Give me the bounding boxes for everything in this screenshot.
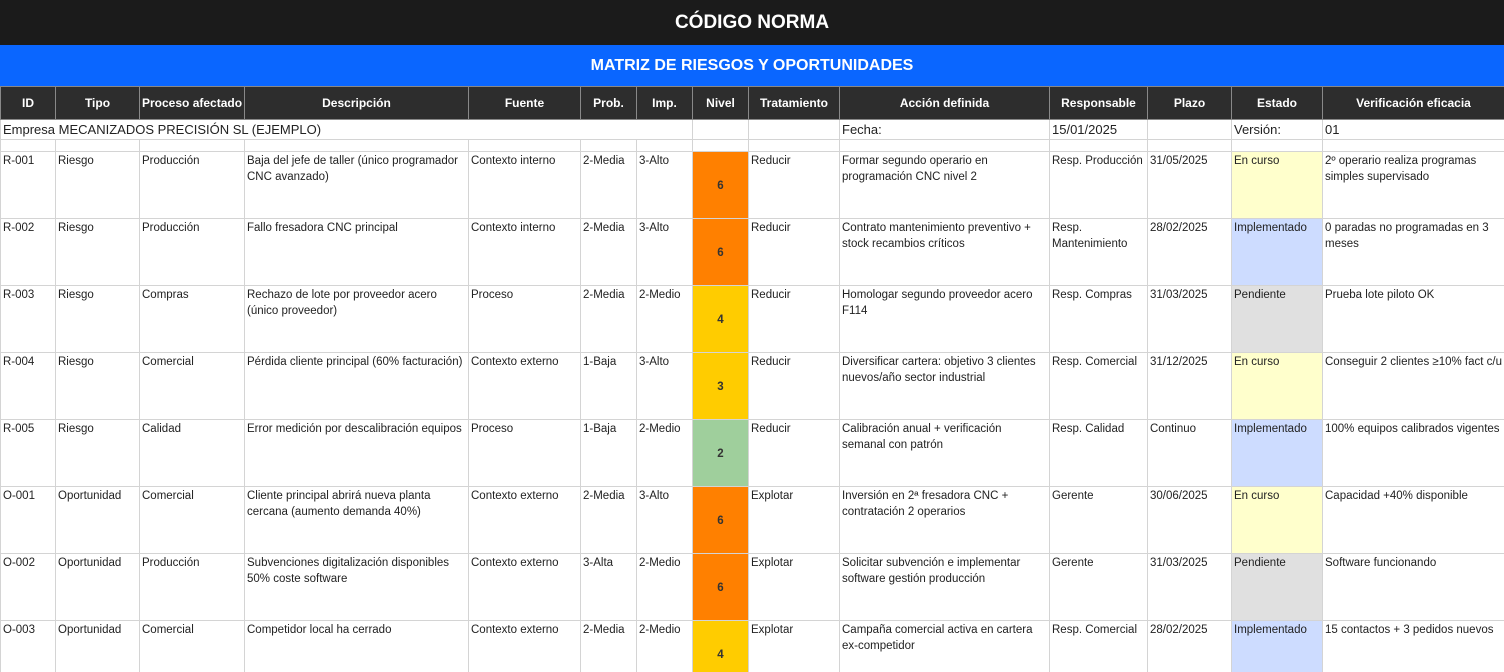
cell-nivel[interactable]: 6 (693, 487, 749, 554)
cell-id[interactable]: O-002 (1, 554, 56, 621)
cell-responsable[interactable]: Resp. Compras (1050, 286, 1148, 353)
column-header-accion[interactable]: Acción definida (840, 87, 1050, 120)
cell-id[interactable]: R-004 (1, 353, 56, 420)
cell-descripcion[interactable]: Competidor local ha cerrado (245, 621, 469, 672)
cell-descripcion[interactable]: Subvenciones digitalización disponibles 50% coste software (245, 554, 469, 621)
cell-imp[interactable]: 3-Alto (637, 487, 693, 554)
cell-id[interactable]: R-005 (1, 420, 56, 487)
cell-nivel[interactable]: 6 (693, 152, 749, 219)
cell-id[interactable]: O-001 (1, 487, 56, 554)
column-header-tipo[interactable]: Tipo (56, 87, 140, 120)
table-row (1, 621, 1504, 672)
info-row (1, 120, 1504, 140)
cell-imp[interactable]: 2-Medio (637, 286, 693, 353)
cell-fuente[interactable]: Contexto externo (469, 487, 581, 554)
fecha-label: Fecha: (840, 120, 1050, 140)
cell-id[interactable]: O-003 (1, 621, 56, 672)
cell-fuente[interactable]: Proceso (469, 420, 581, 487)
cell-fuente[interactable]: Contexto externo (469, 353, 581, 420)
cell-imp[interactable]: 2-Medio (637, 554, 693, 621)
cell-proceso[interactable]: Producción (140, 152, 245, 219)
table-row (1, 487, 1504, 554)
cell-prob[interactable]: 2-Media (581, 487, 637, 554)
cell-proceso[interactable]: Compras (140, 286, 245, 353)
cell-proceso[interactable]: Comercial (140, 353, 245, 420)
cell-imp[interactable]: 3-Alto (637, 219, 693, 286)
cell-prob[interactable]: 3-Alta (581, 554, 637, 621)
cell-tipo[interactable]: Riesgo (56, 420, 140, 487)
column-header-id[interactable]: ID (1, 87, 56, 120)
cell-responsable[interactable]: Resp. Producción (1050, 152, 1148, 219)
cell-plazo[interactable]: 31/03/2025 (1148, 554, 1232, 621)
cell-plazo[interactable]: 28/02/2025 (1148, 621, 1232, 672)
cell-nivel[interactable]: 4 (693, 621, 749, 672)
column-header-verificacion[interactable]: Verificación eficacia (1323, 87, 1504, 120)
cell-tratamiento[interactable]: Reducir (749, 420, 840, 487)
cell-descripcion[interactable]: Baja del jefe de taller (único programador CNC avanzado) (245, 152, 469, 219)
cell-prob[interactable]: 1-Baja (581, 353, 637, 420)
cell-nivel[interactable]: 6 (693, 219, 749, 286)
empty-cell[interactable] (749, 120, 840, 140)
cell-tratamiento[interactable]: Reducir (749, 353, 840, 420)
table-row (1, 286, 1504, 353)
cell-accion[interactable]: Inversión en 2ª fresadora CNC + contratación 2 operarios (840, 487, 1050, 554)
cell-id[interactable]: R-002 (1, 219, 56, 286)
cell-descripcion[interactable]: Rechazo de lote por proveedor acero (único proveedor) (245, 286, 469, 353)
column-header-proceso[interactable]: Proceso afectado (140, 87, 245, 120)
table-row (1, 219, 1504, 286)
version-value[interactable]: 01 (1323, 120, 1504, 140)
cell-plazo[interactable]: 30/06/2025 (1148, 487, 1232, 554)
cell-fuente[interactable]: Contexto interno (469, 152, 581, 219)
cell-prob[interactable]: 2-Media (581, 621, 637, 672)
blank-row (1, 140, 1504, 152)
cell-imp[interactable]: 3-Alto (637, 152, 693, 219)
cell-verificacion[interactable]: 100% equipos calibrados vigentes (1323, 420, 1504, 487)
cell-tipo[interactable]: Oportunidad (56, 554, 140, 621)
column-header-estado[interactable]: Estado (1232, 87, 1323, 120)
cell-estado[interactable]: En curso (1232, 152, 1323, 219)
cell-plazo[interactable]: 31/12/2025 (1148, 353, 1232, 420)
cell-tratamiento[interactable]: Explotar (749, 487, 840, 554)
cell-proceso[interactable]: Comercial (140, 621, 245, 672)
cell-responsable[interactable]: Resp. Comercial (1050, 621, 1148, 672)
cell-nivel[interactable]: 2 (693, 420, 749, 487)
cell-fuente[interactable]: Contexto interno (469, 219, 581, 286)
cell-tratamiento[interactable]: Reducir (749, 152, 840, 219)
cell-responsable[interactable]: Gerente (1050, 487, 1148, 554)
cell-prob[interactable]: 2-Media (581, 152, 637, 219)
cell-id[interactable]: R-001 (1, 152, 56, 219)
cell-prob[interactable]: 2-Media (581, 219, 637, 286)
cell-estado[interactable]: En curso (1232, 353, 1323, 420)
cell-fuente[interactable]: Contexto externo (469, 621, 581, 672)
cell-verificacion[interactable]: Capacidad +40% disponible (1323, 487, 1504, 554)
cell-accion[interactable]: Calibración anual + verificación semanal con patrón (840, 420, 1050, 487)
table-row (1, 353, 1504, 420)
sheet-subtitle: MATRIZ DE RIESGOS Y OPORTUNIDADES (0, 45, 1504, 86)
empty-cell[interactable] (693, 120, 749, 140)
cell-estado[interactable]: Pendiente (1232, 554, 1323, 621)
cell-tratamiento[interactable]: Reducir (749, 286, 840, 353)
cell-verificacion[interactable]: Software funcionando (1323, 554, 1504, 621)
cell-estado[interactable]: Implementado (1232, 621, 1323, 672)
cell-estado[interactable]: Implementado (1232, 219, 1323, 286)
cell-accion[interactable]: Contrato mantenimiento preventivo + stock recambios críticos (840, 219, 1050, 286)
cell-accion[interactable]: Diversificar cartera: objetivo 3 clientes nuevos/año sector industrial (840, 353, 1050, 420)
table-body (1, 152, 1504, 672)
empresa-label: Empresa (3, 122, 56, 137)
cell-verificacion[interactable]: 0 paradas no programadas en 3 meses (1323, 219, 1504, 286)
cell-plazo[interactable]: Continuo (1148, 420, 1232, 487)
cell-prob[interactable]: 1-Baja (581, 420, 637, 487)
cell-proceso[interactable]: Producción (140, 219, 245, 286)
cell-plazo[interactable]: 28/02/2025 (1148, 219, 1232, 286)
cell-estado[interactable]: Implementado (1232, 420, 1323, 487)
column-header-fuente[interactable]: Fuente (469, 87, 581, 120)
table-row (1, 554, 1504, 621)
cell-prob[interactable]: 2-Media (581, 286, 637, 353)
cell-plazo[interactable]: 31/05/2025 (1148, 152, 1232, 219)
cell-imp[interactable]: 2-Medio (637, 621, 693, 672)
cell-responsable[interactable]: Resp. Comercial (1050, 353, 1148, 420)
cell-nivel[interactable]: 6 (693, 554, 749, 621)
cell-nivel[interactable]: 4 (693, 286, 749, 353)
column-header-descripcion[interactable]: Descripción (245, 87, 469, 120)
cell-descripcion[interactable]: Fallo fresadora CNC principal (245, 219, 469, 286)
empresa-value: MECANIZADOS PRECISIÓN SL (EJEMPLO) (58, 122, 322, 137)
cell-descripcion[interactable]: Error medición por descalibración equipos (245, 420, 469, 487)
header-row (1, 87, 1504, 120)
column-header-tratamiento[interactable]: Tratamiento (749, 87, 840, 120)
table-row (1, 420, 1504, 487)
version-label: Versión: (1232, 120, 1323, 140)
cell-tipo[interactable]: Riesgo (56, 286, 140, 353)
empresa-cell[interactable] (1, 120, 693, 140)
cell-imp[interactable]: 2-Medio (637, 420, 693, 487)
column-header-plazo[interactable]: Plazo (1148, 87, 1232, 120)
cell-estado[interactable]: En curso (1232, 487, 1323, 554)
cell-tipo[interactable]: Oportunidad (56, 487, 140, 554)
cell-descripcion[interactable]: Cliente principal abrirá nueva planta cercana (aumento demanda 40%) (245, 487, 469, 554)
cell-responsable[interactable]: Gerente (1050, 554, 1148, 621)
cell-responsable[interactable]: Resp. Calidad (1050, 420, 1148, 487)
cell-accion[interactable]: Formar segundo operario en programación CNC nivel 2 (840, 152, 1050, 219)
cell-verificacion[interactable]: 15 contactos + 3 pedidos nuevos (1323, 621, 1504, 672)
column-header-imp[interactable]: Imp. (637, 87, 693, 120)
cell-imp[interactable]: 3-Alto (637, 353, 693, 420)
cell-tipo[interactable]: Oportunidad (56, 621, 140, 672)
cell-tratamiento[interactable]: Explotar (749, 554, 840, 621)
risk-matrix-table (0, 86, 1504, 672)
cell-proceso[interactable]: Producción (140, 554, 245, 621)
cell-verificacion[interactable]: Conseguir 2 clientes ≥10% fact c/u (1323, 353, 1504, 420)
column-header-responsable[interactable]: Responsable (1050, 87, 1148, 120)
cell-plazo[interactable]: 31/03/2025 (1148, 286, 1232, 353)
cell-tipo[interactable]: Riesgo (56, 152, 140, 219)
cell-proceso[interactable]: Calidad (140, 420, 245, 487)
cell-accion[interactable]: Homologar segundo proveedor acero F114 (840, 286, 1050, 353)
cell-proceso[interactable]: Comercial (140, 487, 245, 554)
cell-id[interactable]: R-003 (1, 286, 56, 353)
column-header-prob[interactable]: Prob. (581, 87, 637, 120)
sheet-title: CÓDIGO NORMA (0, 0, 1504, 45)
cell-nivel[interactable]: 3 (693, 353, 749, 420)
cell-tipo[interactable]: Riesgo (56, 219, 140, 286)
cell-verificacion[interactable]: Prueba lote piloto OK (1323, 286, 1504, 353)
cell-tipo[interactable]: Riesgo (56, 353, 140, 420)
table-row (1, 152, 1504, 219)
column-header-nivel[interactable]: Nivel (693, 87, 749, 120)
cell-tratamiento[interactable]: Explotar (749, 621, 840, 672)
cell-verificacion[interactable]: 2º operario realiza programas simples supervisado (1323, 152, 1504, 219)
empty-cell[interactable] (1148, 120, 1232, 140)
cell-descripcion[interactable]: Pérdida cliente principal (60% facturación) (245, 353, 469, 420)
cell-fuente[interactable]: Contexto externo (469, 554, 581, 621)
cell-accion[interactable]: Campaña comercial activa en cartera ex-competidor (840, 621, 1050, 672)
cell-tratamiento[interactable]: Reducir (749, 219, 840, 286)
cell-accion[interactable]: Solicitar subvención e implementar software gestión producción (840, 554, 1050, 621)
cell-fuente[interactable]: Proceso (469, 286, 581, 353)
fecha-value[interactable]: 15/01/2025 (1050, 120, 1148, 140)
cell-responsable[interactable]: Resp. Mantenimiento (1050, 219, 1148, 286)
cell-estado[interactable]: Pendiente (1232, 286, 1323, 353)
